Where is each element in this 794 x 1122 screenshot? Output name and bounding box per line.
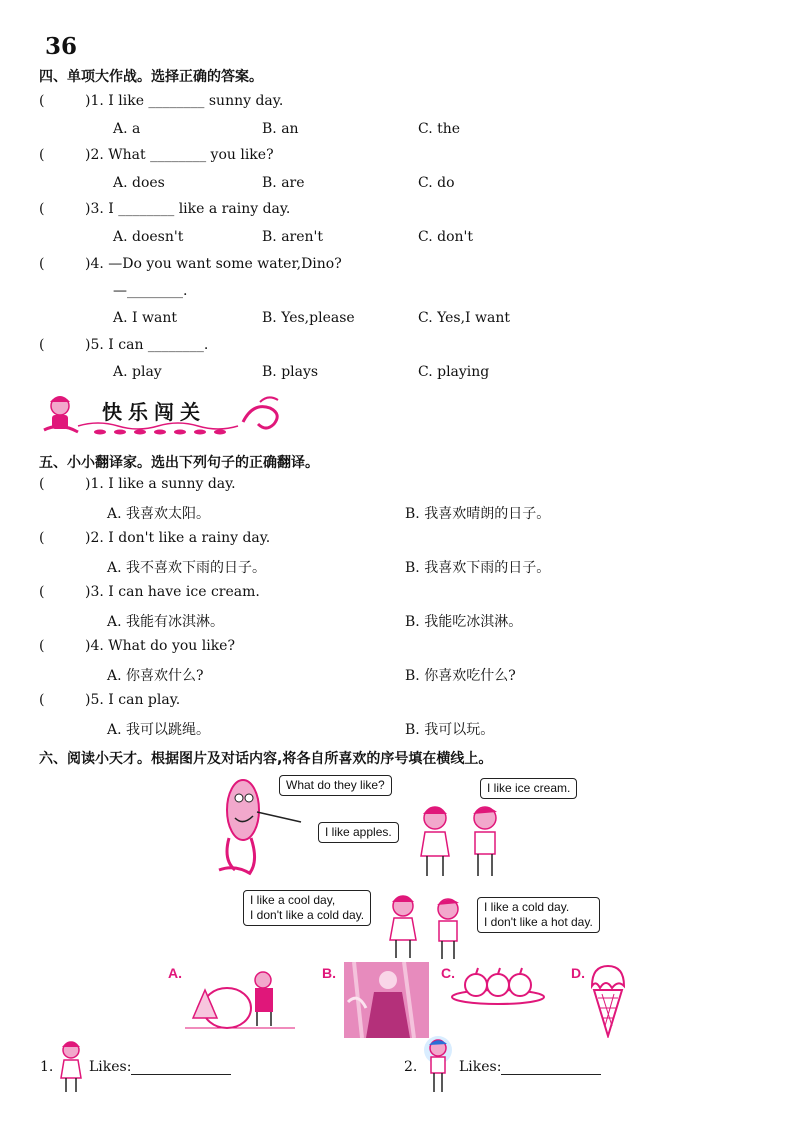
snowman-picture-icon — [185, 962, 295, 1032]
picture-letter-c: C. — [441, 965, 455, 981]
boy-small-icon — [420, 1030, 456, 1096]
question-stem: )4. What do you like? — [85, 638, 235, 654]
option-a: A. 我可以跳绳。 — [107, 722, 211, 738]
question-stem: )5. I can ________. — [85, 337, 209, 353]
speech-bubble-what: What do they like? — [279, 775, 392, 796]
speech-bubble-cold-day — [477, 897, 600, 933]
picture-letter-d: D. — [571, 965, 585, 981]
option-b: B. are — [262, 175, 305, 191]
question-stem: )3. I ________ like a rainy day. — [85, 201, 291, 217]
bubble-line: I like a cool day, — [250, 893, 336, 907]
page-number: 36 — [45, 33, 78, 60]
section5-title: 五、小小翻译家。选出下列句子的正确翻译。 — [39, 455, 319, 471]
option-a: A. play — [113, 364, 162, 380]
option-b: B. 你喜欢吃什么? — [405, 668, 516, 684]
option-a: A. doesn't — [113, 229, 184, 245]
speech-bubble-ice-cream: I like ice cream. — [480, 778, 577, 799]
answer-paren[interactable]: ( — [39, 93, 45, 109]
answer-paren[interactable]: ( — [39, 692, 45, 708]
ice-cream-icon — [588, 964, 628, 1038]
option-c: C. playing — [418, 364, 490, 380]
answer-1-blank[interactable] — [131, 1060, 231, 1075]
answer-2-blank[interactable] — [501, 1060, 601, 1075]
answer-paren[interactable]: ( — [39, 530, 45, 546]
option-c: C. don't — [418, 229, 473, 245]
option-a: A. a — [113, 121, 141, 137]
speech-bubble-apples: I like apples. — [318, 822, 399, 843]
section6-title: 六、阅读小天才。根据图片及对话内容,将各自所喜欢的序号填在横线上。 — [39, 751, 493, 767]
likes-label: Likes: — [89, 1059, 132, 1075]
option-a: A. 我喜欢太阳。 — [107, 506, 211, 522]
option-b: B. an — [262, 121, 299, 137]
bubble-line: I like a cold day. — [484, 900, 570, 914]
answer-paren[interactable]: ( — [39, 638, 45, 654]
answer-paren[interactable]: ( — [39, 476, 45, 492]
question-stem: )1. I like ________ sunny day. — [85, 93, 284, 109]
answer-paren[interactable]: ( — [39, 201, 45, 217]
option-a: A. does — [113, 175, 165, 191]
banner-text: 快乐闯关 — [102, 400, 206, 424]
warm-day-photo-icon — [344, 962, 429, 1038]
option-b: B. 我能吃冰淇淋。 — [405, 614, 523, 630]
speech-bubble-cool-day — [243, 890, 371, 926]
section4-title: 四、单项大作战。选择正确的答案。 — [39, 69, 263, 85]
option-c: C. the — [418, 121, 461, 137]
option-c: C. Yes,I want — [418, 310, 511, 326]
option-b: B. 我喜欢下雨的日子。 — [405, 560, 551, 576]
boy-figure-icon — [465, 800, 505, 882]
boy-figure-2-icon — [430, 893, 466, 963]
option-a: A. 我能有冰淇淋。 — [107, 614, 225, 630]
girl-small-icon — [56, 1038, 86, 1096]
picture-letter-a: A. — [168, 965, 182, 981]
answer-2 — [459, 1059, 601, 1075]
option-c: C. do — [418, 175, 455, 191]
girl-figure-icon — [415, 800, 455, 882]
question-stem: )2. I don't like a rainy day. — [85, 530, 271, 546]
question-stem: )5. I can play. — [85, 692, 181, 708]
question-stem: )4. —Do you want some water,Dino? — [85, 256, 342, 272]
question-stem: )2. What ________ you like? — [85, 147, 274, 163]
bubble-line: I don't like a hot day. — [484, 915, 593, 929]
option-b: B. Yes,please — [262, 310, 355, 326]
answer-paren[interactable]: ( — [39, 337, 45, 353]
option-b: B. aren't — [262, 229, 324, 245]
answer-paren[interactable]: ( — [39, 256, 45, 272]
option-a: A. 我不喜欢下雨的日子。 — [107, 560, 267, 576]
picture-letter-b: B. — [322, 965, 336, 981]
girl-figure-2-icon — [385, 890, 421, 962]
question-stem: )1. I like a sunny day. — [85, 476, 236, 492]
option-b: B. plays — [262, 364, 319, 380]
answer-2-number: 2. — [404, 1059, 418, 1075]
option-a: A. 你喜欢什么? — [107, 668, 204, 684]
apples-plate-icon — [450, 965, 546, 1005]
answer-paren[interactable]: ( — [39, 147, 45, 163]
answer-1-number: 1. — [40, 1059, 54, 1075]
answer-1 — [89, 1059, 231, 1075]
option-b: B. 我喜欢晴朗的日子。 — [405, 506, 551, 522]
option-a: A. I want — [113, 310, 177, 326]
question-reply: —________. — [113, 283, 188, 299]
option-b: B. 我可以玩。 — [405, 722, 495, 738]
bubble-line: I don't like a cold day. — [250, 908, 365, 922]
question-stem: )3. I can have ice cream. — [85, 584, 260, 600]
answer-paren[interactable]: ( — [39, 584, 45, 600]
level-banner — [38, 392, 288, 442]
likes-label: Likes: — [459, 1059, 502, 1075]
